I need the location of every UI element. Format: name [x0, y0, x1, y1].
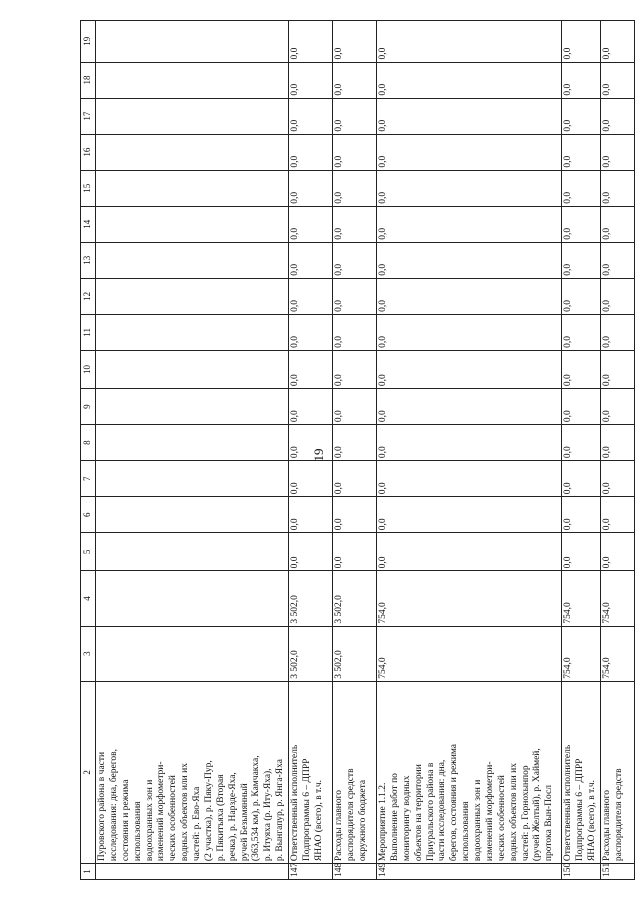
value-cell: 0,0 [600, 461, 634, 497]
header-cell: 2 [81, 681, 96, 863]
header-cell: 8 [81, 425, 96, 461]
value-cell: 0,0 [377, 461, 562, 497]
value-cell: 0,0 [562, 533, 601, 571]
value-cell: 0,0 [333, 278, 377, 314]
value-cell [96, 571, 289, 626]
value-cell: 0,0 [600, 242, 634, 278]
value-cell: 0,0 [600, 425, 634, 461]
value-cell: 0,0 [377, 425, 562, 461]
value-cell: 0,0 [377, 533, 562, 571]
value-cell: 3 502,0 [333, 626, 377, 681]
header-cell: 17 [81, 98, 96, 134]
value-cell [96, 533, 289, 571]
value-cell: 0,0 [377, 497, 562, 533]
header-cell: 10 [81, 350, 96, 388]
row-description: Мероприятие 1.1.2. Выполнение работ по мониторингу водных объектов на территории Приуральского района в части исследования: дна, берегов, состояния и режима использования водоохранных зон и изменений морфометри- ческих особенностей водных объектов или их частей: р. Горнохынпор (ручей Желтый), р. Хаймей, протока Вын-Посл [377, 681, 562, 863]
row-description: Расходы главного распорядителя средств [600, 681, 634, 863]
header-cell: 5 [81, 533, 96, 571]
row-description: Пуровского района в части исследования: дна, берегов, состояния и режима использования водоохранных зон и изменений морфометри- ческих особенностей водных объектов или их частей: р. Ево-Яха (2 участка), р. Пяку-Пур, р. Пякитъяха (Вторая речка), р. Нарзде-Яха, ручей Безымянный (363,534 км), р. Камчакха, р. Итуяха (р. Иту-Яха), р. Вынгапур, р. Янга-Яха [96, 681, 289, 863]
value-cell: 0,0 [600, 98, 634, 134]
value-cell: 0,0 [333, 134, 377, 170]
value-cell: 0,0 [289, 350, 333, 388]
value-cell: 0,0 [289, 98, 333, 134]
value-cell: 0,0 [600, 206, 634, 242]
value-cell: 0,0 [333, 62, 377, 98]
value-cell: 0,0 [562, 425, 601, 461]
value-cell: 0,0 [289, 389, 333, 425]
value-cell: 0,0 [600, 497, 634, 533]
header-cell: 6 [81, 497, 96, 533]
row-description: Ответственный исполнитель Подпрограммы 6 – ДПРР ЯНАО (всего), в т.ч. [289, 681, 333, 863]
value-cell: 0,0 [377, 134, 562, 170]
value-cell: 0,0 [562, 134, 601, 170]
value-cell [96, 278, 289, 314]
value-cell: 0,0 [600, 170, 634, 206]
value-cell: 0,0 [600, 62, 634, 98]
value-cell: 0,0 [562, 461, 601, 497]
value-cell: 0,0 [333, 21, 377, 63]
value-cell: 0,0 [333, 98, 377, 134]
value-cell: 3 502,0 [289, 626, 333, 681]
row-number: 149 [377, 864, 562, 880]
value-cell: 0,0 [377, 206, 562, 242]
value-cell [96, 350, 289, 388]
table-row [562, 21, 601, 880]
value-cell: 0,0 [289, 278, 333, 314]
value-cell: 3 502,0 [333, 571, 377, 626]
value-cell: 0,0 [333, 425, 377, 461]
value-cell [96, 242, 289, 278]
value-cell: 0,0 [377, 242, 562, 278]
header-cell: 7 [81, 461, 96, 497]
rotated-content [80, 20, 624, 880]
table-row [600, 21, 634, 880]
value-cell: 0,0 [562, 497, 601, 533]
value-cell: 0,0 [289, 134, 333, 170]
value-cell: 754,0 [562, 626, 601, 681]
value-cell: 0,0 [377, 98, 562, 134]
value-cell: 0,0 [289, 242, 333, 278]
value-cell: 0,0 [333, 314, 377, 350]
row-number: 147 [289, 864, 333, 880]
value-cell: 0,0 [600, 314, 634, 350]
row-number: 150 [562, 864, 601, 880]
header-row [81, 21, 96, 880]
row-number: 148 [333, 864, 377, 880]
header-cell: 1 [81, 864, 96, 880]
value-cell [96, 21, 289, 63]
value-cell: 0,0 [289, 497, 333, 533]
page-number: 19 [311, 448, 326, 462]
value-cell [96, 170, 289, 206]
value-cell: 0,0 [600, 389, 634, 425]
value-cell: 754,0 [600, 571, 634, 626]
value-cell [96, 626, 289, 681]
header-cell: 12 [81, 278, 96, 314]
value-cell: 0,0 [289, 533, 333, 571]
table-row [96, 21, 289, 880]
value-cell [96, 461, 289, 497]
value-cell: 0,0 [333, 206, 377, 242]
value-cell: 0,0 [289, 314, 333, 350]
value-cell: 754,0 [377, 571, 562, 626]
value-cell: 0,0 [562, 389, 601, 425]
value-cell: 0,0 [289, 62, 333, 98]
header-cell: 16 [81, 134, 96, 170]
row-number [96, 864, 289, 880]
value-cell: 0,0 [600, 21, 634, 63]
value-cell: 0,0 [333, 170, 377, 206]
header-cell: 4 [81, 571, 96, 626]
value-cell [96, 62, 289, 98]
value-cell: 0,0 [600, 134, 634, 170]
value-cell [96, 314, 289, 350]
row-description: Ответственный исполнитель Подпрограммы 6 – ДПРР ЯНАО (всего), в т.ч. [562, 681, 601, 863]
value-cell: 0,0 [289, 461, 333, 497]
value-cell: 0,0 [333, 242, 377, 278]
value-cell: 0,0 [377, 314, 562, 350]
value-cell: 0,0 [333, 497, 377, 533]
header-cell: 15 [81, 170, 96, 206]
value-cell: 0,0 [562, 278, 601, 314]
header-cell: 3 [81, 626, 96, 681]
value-cell [96, 206, 289, 242]
value-cell: 0,0 [377, 170, 562, 206]
header-cell: 14 [81, 206, 96, 242]
table-row [289, 21, 333, 880]
value-cell: 754,0 [377, 626, 562, 681]
value-cell: 0,0 [333, 350, 377, 388]
value-cell: 0,0 [562, 21, 601, 63]
value-cell: 754,0 [562, 571, 601, 626]
value-cell: 0,0 [562, 350, 601, 388]
value-cell [96, 425, 289, 461]
value-cell: 0,0 [377, 350, 562, 388]
header-cell: 18 [81, 62, 96, 98]
table-row [377, 21, 562, 880]
value-cell: 0,0 [289, 425, 333, 461]
value-cell: 0,0 [333, 461, 377, 497]
value-cell: 0,0 [562, 170, 601, 206]
value-cell [96, 389, 289, 425]
value-cell: 0,0 [562, 62, 601, 98]
value-cell: 0,0 [377, 389, 562, 425]
table-row [333, 21, 377, 880]
header-cell: 13 [81, 242, 96, 278]
row-number: 151 [600, 864, 634, 880]
budget-table [80, 20, 635, 880]
header-cell: 11 [81, 314, 96, 350]
header-cell: 19 [81, 21, 96, 63]
value-cell: 0,0 [562, 98, 601, 134]
value-cell: 0,0 [600, 278, 634, 314]
value-cell: 0,0 [562, 206, 601, 242]
value-cell: 754,0 [600, 626, 634, 681]
value-cell: 0,0 [600, 350, 634, 388]
value-cell: 0,0 [333, 533, 377, 571]
value-cell: 0,0 [600, 533, 634, 571]
value-cell: 0,0 [377, 62, 562, 98]
value-cell [96, 134, 289, 170]
value-cell: 0,0 [289, 170, 333, 206]
value-cell: 0,0 [289, 206, 333, 242]
value-cell: 0,0 [377, 21, 562, 63]
value-cell [96, 98, 289, 134]
table-body [81, 21, 635, 880]
row-description: Расходы главного распорядителя средств окружного бюджета [333, 681, 377, 863]
value-cell: 3 502,0 [289, 571, 333, 626]
header-cell: 9 [81, 389, 96, 425]
value-cell: 0,0 [333, 389, 377, 425]
value-cell: 0,0 [289, 21, 333, 63]
value-cell: 0,0 [562, 314, 601, 350]
value-cell [96, 497, 289, 533]
value-cell: 0,0 [562, 242, 601, 278]
value-cell: 0,0 [377, 278, 562, 314]
